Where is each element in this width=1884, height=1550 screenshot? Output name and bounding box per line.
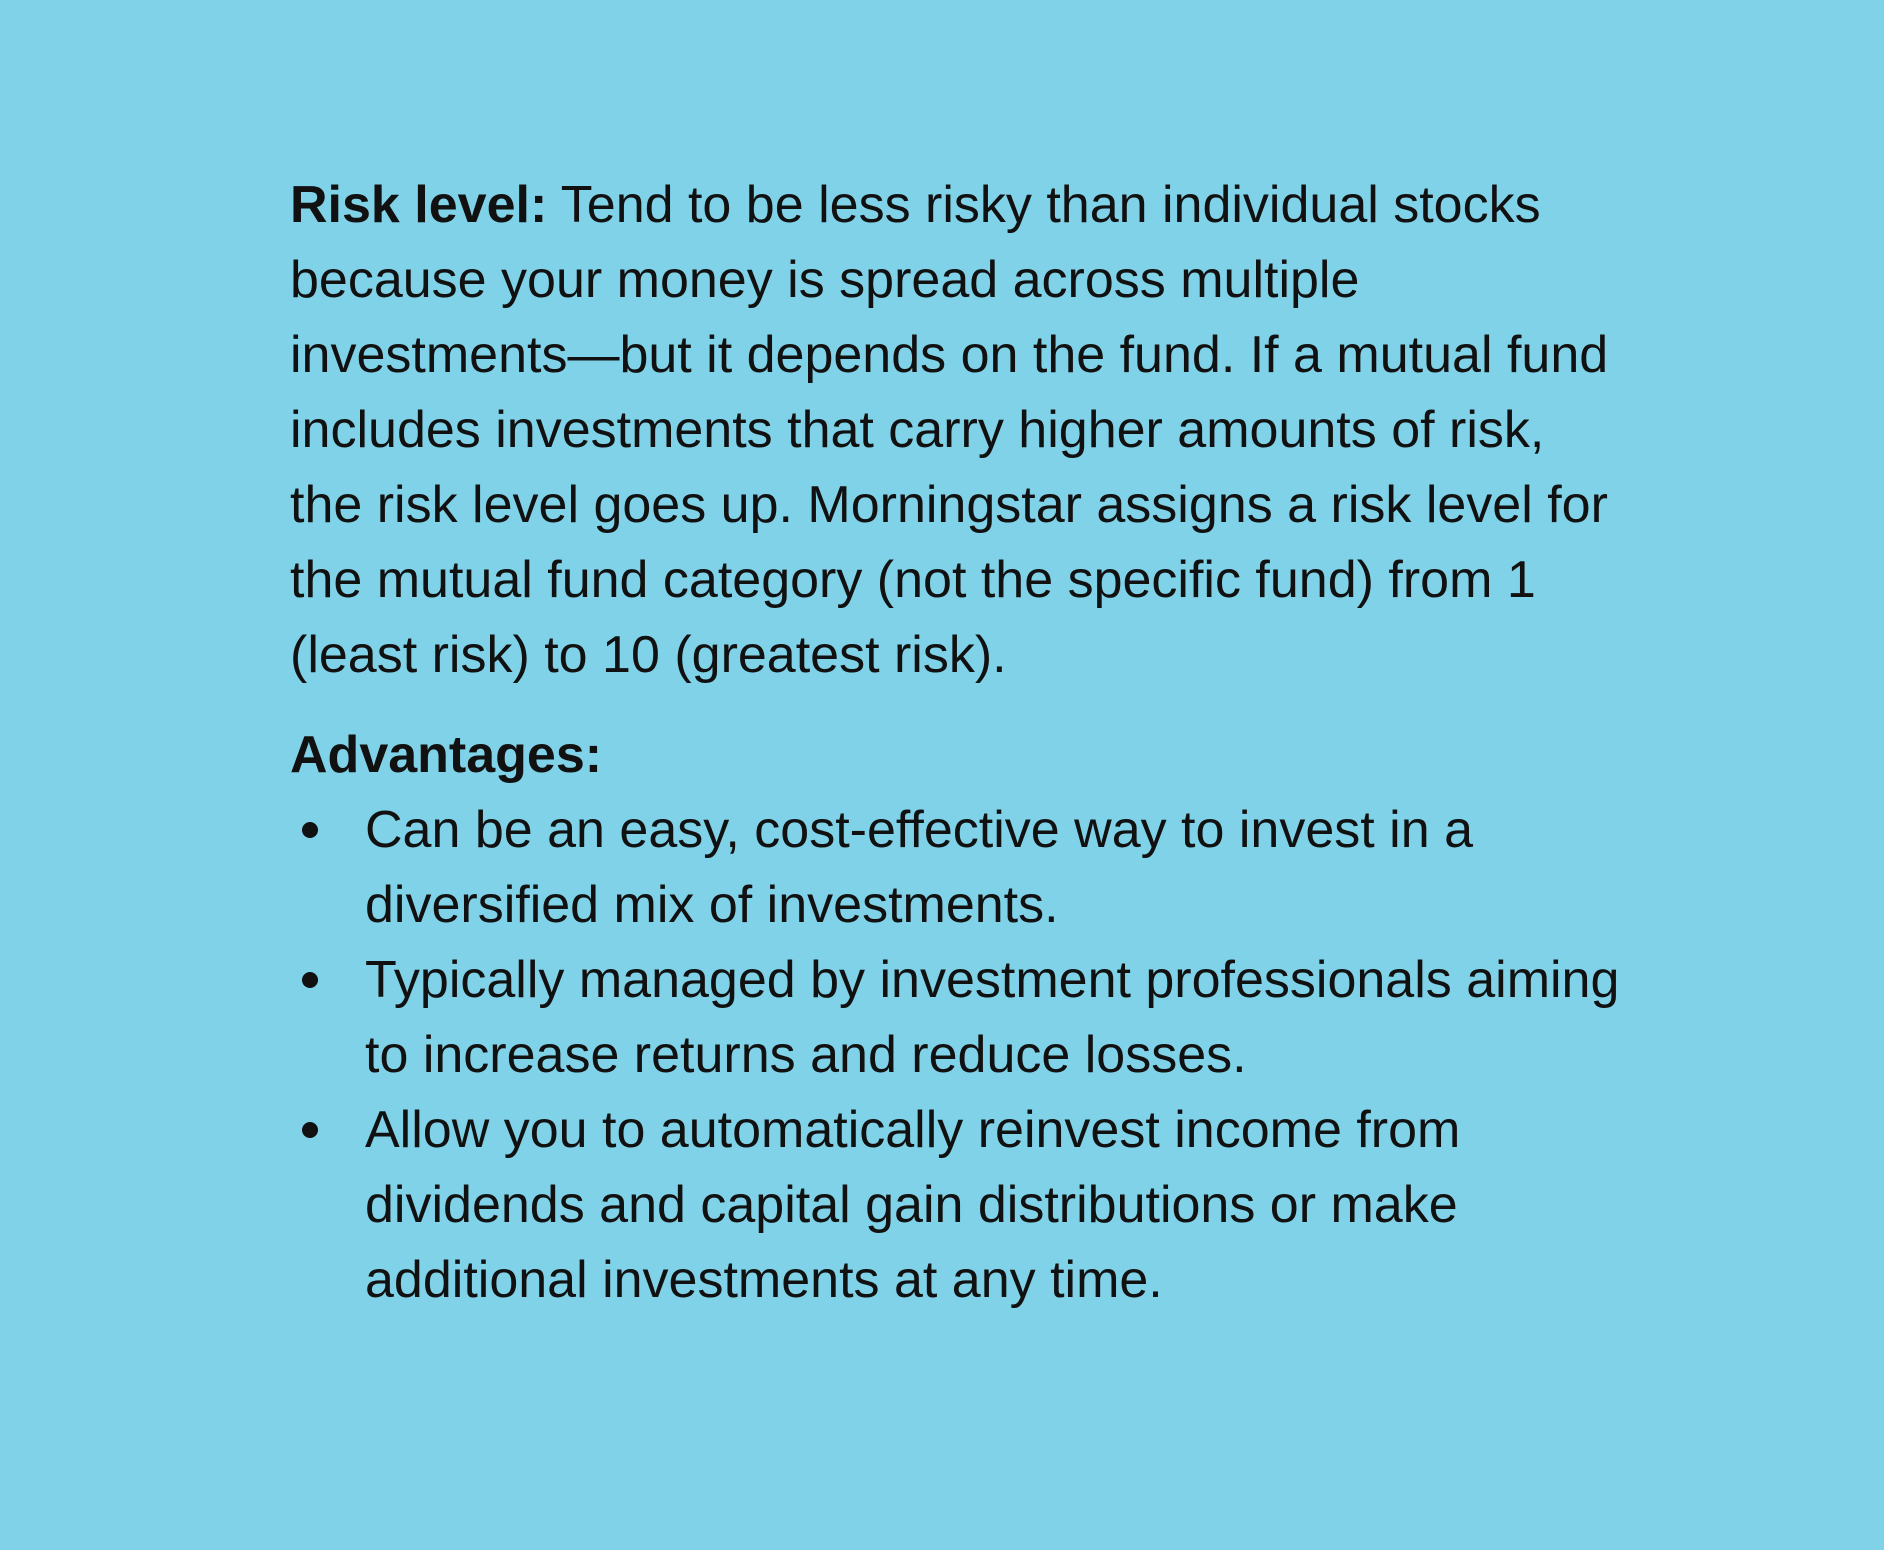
risk-level-label: Risk level: <box>290 176 548 234</box>
risk-level-paragraph <box>290 168 1630 693</box>
advantage-item <box>290 1093 1630 1318</box>
advantage-item-text: Can be an easy, cost-effective way to invest in a diversified mix of investments. <box>365 801 1473 934</box>
advantage-item-text: Typically managed by investment professionals aiming to increase returns and reduce losses. <box>365 951 1620 1084</box>
bullet-icon <box>302 1122 318 1138</box>
advantages-heading: Advantages: <box>290 726 603 784</box>
advantage-item <box>290 943 1630 1093</box>
advantages-list <box>290 793 1630 1318</box>
content-panel <box>290 168 1630 1318</box>
advantage-item-text: Allow you to automatically reinvest income from dividends and capital gain distributions or make additional investments at any time. <box>365 1101 1461 1309</box>
advantage-item <box>290 793 1630 943</box>
bullet-icon <box>302 822 318 838</box>
bullet-icon <box>302 972 318 988</box>
risk-level-text: Tend to be less risky than individual stocks because your money is spread across multiple investments—but it depends on the fund. If a mutual fund includes investments that carry higher amounts of risk, the risk level goes up. Morningstar assigns a risk level for the mutual fund category (not the specific fund) from 1 (least risk) to 10 (greatest risk). <box>290 176 1609 684</box>
